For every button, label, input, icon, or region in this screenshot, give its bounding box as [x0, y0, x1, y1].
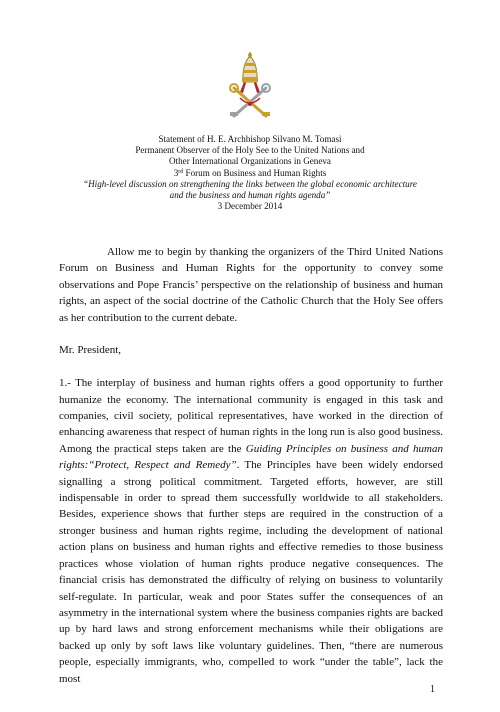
- page-number: 1: [430, 684, 435, 695]
- header-forum-ordinal: rd: [178, 168, 184, 175]
- salutation: Mr. President,: [59, 344, 122, 357]
- paragraph-1-text-a: 1.- The interplay of business and human rights offers a good opportunity to further humanize the economy. The international community is engaged in this task and companies, civil society, political representatives, have worked in the direction of enhancing awareness that respect of human rights in the long run is also good business. Among the practical steps taken are the: [59, 377, 444, 455]
- holy-see-coat-of-arms-icon: [226, 52, 274, 122]
- intro-paragraph: Allow me to begin by thanking the organizers of the Third United Nations Forum on Business and Human Rights for the opportunity to convey some observations and Pope Francis’ perspective on the relationship of business and human rights, an aspect of the social doctrine of the Catholic Church that the Holy See offers as her contribution to the current debate.: [59, 246, 443, 324]
- header-forum-name: Forum on Business and Human Rights: [183, 167, 327, 178]
- header-date: 3 December 2014: [217, 201, 283, 212]
- statement-body: [59, 244, 443, 687]
- header-organization: Other International Organizations in Geneva: [169, 156, 331, 167]
- statement-header: [60, 134, 440, 212]
- header-subtitle-line1: “High-level discussion on strengthening the links between the global economic architecture: [83, 178, 417, 189]
- header-forum-number: 3: [173, 167, 179, 178]
- header-position: Permanent Observer of the Holy See to the United Nations and: [135, 145, 365, 156]
- paragraph-1-text-b: . The Principles have been widely endorsed signalling a strong political commitment. Targeted efforts, however, are still indispensable in order to spread them successfully worldwide to all stakeholders. Besides, experience shows that further steps are required in the construction of a stronger business and human rights regime, including the development of national action plans on business and human rights and effective remedies to those business practices whose violation of human rights produce negative consequences. The financial crisis has demonstrated the difficulty of relying on business to voluntarily self-regulate. In particular, weak and poor States suffer the consequences of an asymmetry in the international system where the business companies rights are backed up by hard laws and strong enforcement mechanisms while their obligations are backed up only by soft laws like voluntary guidelines. Then, “there are numerous people, especially immigrants, who, compelled to work “under the table”, lack the most: [59, 459, 443, 685]
- header-title: Statement of H. E. Archbishop Silvano M. Tomasi: [158, 134, 342, 144]
- header-forum: [60, 168, 440, 179]
- header-subtitle-line2: and the business and human rights agenda”: [169, 190, 331, 201]
- guiding-principles-title: Guiding Principles on business and human rights:“Protect, Respect and Remedy”: [59, 442, 443, 472]
- paragraph-1: [59, 375, 443, 687]
